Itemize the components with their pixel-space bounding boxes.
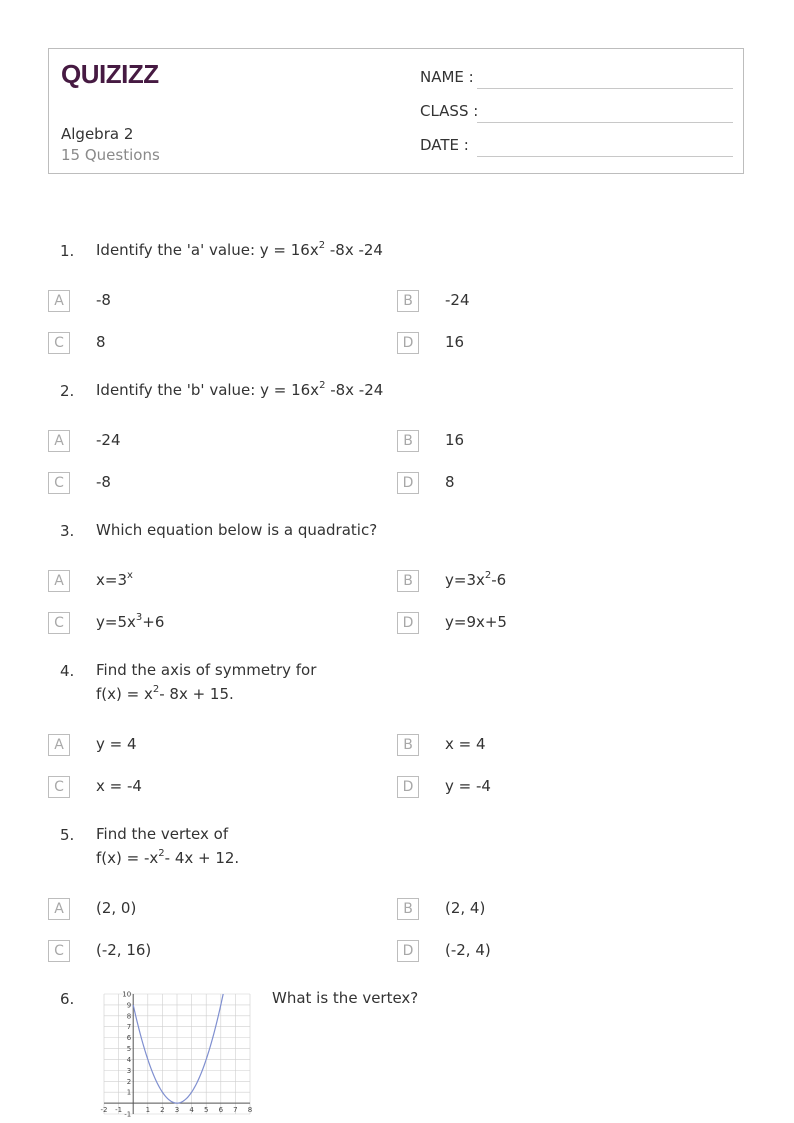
x-tick-label: 6 [218,1106,224,1115]
x-tick-label: 1 [145,1106,151,1115]
option-b-box[interactable]: B [397,734,419,756]
x-tick-label: 3 [174,1106,180,1115]
option-d-box[interactable]: D [397,776,419,798]
option-d-box[interactable]: D [397,472,419,494]
quizizz-logo: QUIZIZZ [61,59,159,89]
y-tick-label: 1 [126,1088,132,1097]
x-tick-label: -2 [100,1106,108,1115]
name-label: NAME : [420,68,474,86]
option-a-box[interactable]: A [48,430,70,452]
option-d-box[interactable]: D [397,332,419,354]
option-c-text: x = -4 [96,777,142,795]
option-d-text: (-2, 4) [445,941,491,959]
x-tick-label: 7 [233,1106,238,1115]
option-a-box[interactable]: A [48,290,70,312]
question-number: 6. [60,990,75,1008]
question-number: 1. [60,242,75,260]
option-a-text: -24 [96,431,121,449]
option-c-box[interactable]: C [48,612,70,634]
x-tick-label: 5 [203,1106,209,1115]
y-tick-label: 6 [126,1034,132,1043]
date-field[interactable] [420,136,469,154]
option-a-box[interactable]: A [48,898,70,920]
question-number: 4. [60,662,75,680]
option-c-text: $y=5x^3+6$ [96,612,165,631]
question-number: 2. [60,382,75,400]
x-tick-label: 2 [160,1106,165,1115]
option-a-text: $x=3^x$ [96,570,133,589]
option-d-text: 8 [445,473,455,491]
option-d-box[interactable]: D [397,612,419,634]
option-b-text: (2, 4) [445,899,486,917]
option-d-text: y = -4 [445,777,491,795]
class-label: CLASS : [420,102,479,120]
option-b-text: x = 4 [445,735,486,753]
worksheet-header [48,48,744,174]
question-text: What is the vertex? [272,989,419,1007]
y-tick-label: -1 [124,1110,132,1119]
option-b-box[interactable]: B [397,898,419,920]
name-line [477,88,733,89]
class-line [477,122,733,123]
option-a-text: y = 4 [96,735,137,753]
question-text: Find the axis of symmetry for $f(x) = x^2-$ 8x + 15. [96,661,317,703]
question-text: Identify the 'a' value: $y = 16x^2$ -8x -24 [96,240,383,259]
x-tick-label: 8 [247,1106,253,1115]
option-c-box[interactable]: C [48,472,70,494]
y-tick-label: 2 [126,1077,132,1086]
y-tick-label: 3 [126,1066,132,1075]
option-d-text: 16 [445,333,465,351]
question-text: Find the vertex of $f(x) = -x^2-$ 4x + 12. [96,825,240,867]
name-field[interactable] [420,68,474,86]
x-tick-label: 4 [189,1106,194,1115]
option-c-text: (-2, 16) [96,941,152,959]
option-d-box[interactable]: D [397,940,419,962]
option-a-text: -8 [96,291,111,309]
parabola-curve [133,990,228,1103]
class-field[interactable] [420,102,478,120]
y-tick-label: 5 [126,1045,132,1054]
y-tick-label: 8 [126,1012,132,1021]
question-text: Identify the 'b' value: $y = 16x^2$ -8x -24 [96,380,384,399]
option-c-text: -8 [96,473,111,491]
y-tick-label: 10 [122,990,132,999]
option-a-box[interactable]: A [48,570,70,592]
question-number: 3. [60,522,75,540]
question-number: 5. [60,826,75,844]
question-count: 15 Questions [61,146,160,164]
parabola-graph [96,990,256,1123]
option-c-text: 8 [96,333,106,351]
date-line [477,156,733,157]
y-tick-label: 4 [126,1055,132,1064]
option-c-box[interactable]: C [48,940,70,962]
option-c-box[interactable]: C [48,776,70,798]
y-tick-label: 7 [126,1023,132,1032]
option-b-text: $y=3x^2-6$ [445,570,507,589]
option-b-text: -24 [445,291,470,309]
option-b-box[interactable]: B [397,570,419,592]
option-a-text: (2, 0) [96,899,137,917]
option-a-box[interactable]: A [48,734,70,756]
option-d-text: y=9x+5 [445,613,507,631]
option-c-box[interactable]: C [48,332,70,354]
x-tick-label: -1 [115,1106,123,1115]
y-tick-label: 9 [126,1001,132,1010]
option-b-text: 16 [445,431,465,449]
option-b-box[interactable]: B [397,430,419,452]
worksheet-title: Algebra 2 [61,125,134,143]
question-text: Which equation below is a quadratic? [96,521,378,539]
date-label: DATE : [420,136,469,154]
option-b-box[interactable]: B [397,290,419,312]
